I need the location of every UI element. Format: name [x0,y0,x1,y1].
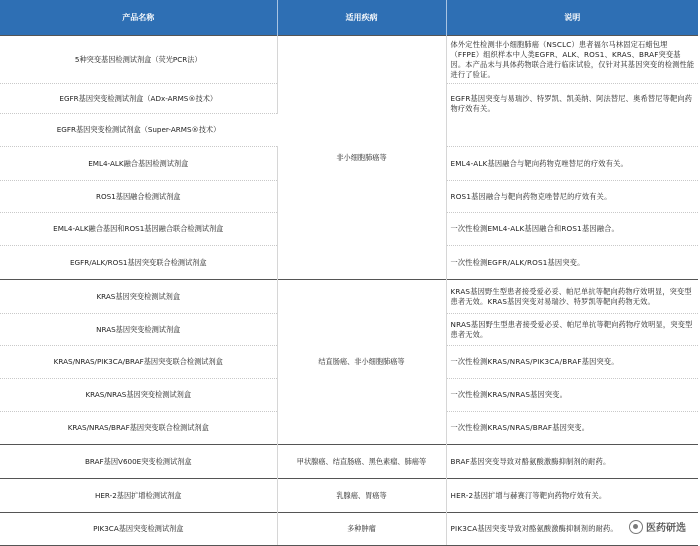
disease-cell: 非小细胞肺癌等 [277,36,446,280]
product-name: BRAF基因V600E突变检测试剂盒 [0,445,277,479]
description: 一次性检测KRAS/NRAS/BRAF基因突变。 [446,412,698,445]
table-row [0,513,698,546]
product-name: EML4-ALK融合基因检测试剂盒 [0,147,277,181]
product-name: EGFR基因突变检测试剂盒（ADx-ARMS®技术） [0,84,277,114]
table-row [0,479,698,513]
table-row [0,445,698,479]
disease-cell: 乳腺癌、胃癌等 [277,479,446,513]
disease-cell: 结直肠癌、非小细胞肺癌等 [277,280,446,445]
description: EGFR基因突变与易瑞沙、特罗凯、凯美纳、阿法替尼、奥希替尼等靶向药物疗效有关。 [446,84,698,147]
product-name: EGFR基因突变检测试剂盒（Super-ARMS®技术） [0,114,277,147]
table-row [0,280,698,314]
watermark-text: 医药研选 [646,523,686,534]
header-disease: 适用疾病 [277,0,446,36]
product-name: HER-2基因扩增检测试剂盒 [0,479,277,513]
product-name: 5种突变基因检测试剂盒（荧光PCR法） [0,36,277,84]
description: PIK3CA基因突变导致对酪氨酸激酶抑制剂的耐药。 [446,513,698,546]
product-name: EML4-ALK融合基因和ROS1基因融合联合检测试剂盒 [0,213,277,246]
description: 一次性检测KRAS/NRAS/PIK3CA/BRAF基因突变。 [446,346,698,379]
description: HER-2基因扩增与赫赛汀等靶向药物疗效有关。 [446,479,698,513]
product-name: KRAS/NRAS/PIK3CA/BRAF基因突变联合检测试剂盒 [0,346,277,379]
description: 体外定性检测非小细胞肺癌（NSCLC）患者福尔马林固定石蜡包埋（FFPE）组织样本中人类EGFR、ALK、ROS1、KRAS、BRAF突变基因。本产品未与具体药物联合进行临床试验，仅针对其基因突变的检测性能进行了验证。 [446,36,698,84]
disease-cell: 甲状腺癌、结直肠癌、黑色素瘤、肺癌等 [277,445,446,479]
product-name: ROS1基因融合检测试剂盒 [0,181,277,213]
description: NRAS基因野生型患者接受爱必妥、帕尼单抗等靶向药物疗效明显，突变型患者无效。 [446,314,698,346]
header-product-name: 产品名称 [0,0,277,36]
description: BRAF基因突变导致对酪氨酸激酶抑制剂的耐药。 [446,445,698,479]
product-name: NRAS基因突变检测试剂盒 [0,314,277,346]
wechat-channel-icon [629,520,643,534]
product-name: KRAS基因突变检测试剂盒 [0,280,277,314]
product-name: KRAS/NRAS基因突变检测试剂盒 [0,379,277,412]
description: EML4-ALK基因融合与靶向药物克唑替尼的疗效有关。 [446,147,698,181]
disease-cell: 多种肿瘤 [277,513,446,546]
header-row [0,0,698,36]
description: 一次性检测KRAS/NRAS基因突变。 [446,379,698,412]
product-name: KRAS/NRAS/BRAF基因突变联合检测试剂盒 [0,412,277,445]
description: ROS1基因融合与靶向药物克唑替尼的疗效有关。 [446,181,698,213]
description: 一次性检测EGFR/ALK/ROS1基因突变。 [446,246,698,280]
header-description: 说明 [446,0,698,36]
description: KRAS基因野生型患者接受爱必妥、帕尼单抗等靶向药物疗效明显，突变型患者无效。KRAS基因突变对易瑞沙、特罗凯等靶向药物无效。 [446,280,698,314]
product-name: EGFR/ALK/ROS1基因突变联合检测试剂盒 [0,246,277,280]
watermark [629,519,686,534]
product-name: PIK3CA基因突变检测试剂盒 [0,513,277,546]
table-row [0,36,698,84]
description: 一次性检测EML4-ALK基因融合和ROS1基因融合。 [446,213,698,246]
